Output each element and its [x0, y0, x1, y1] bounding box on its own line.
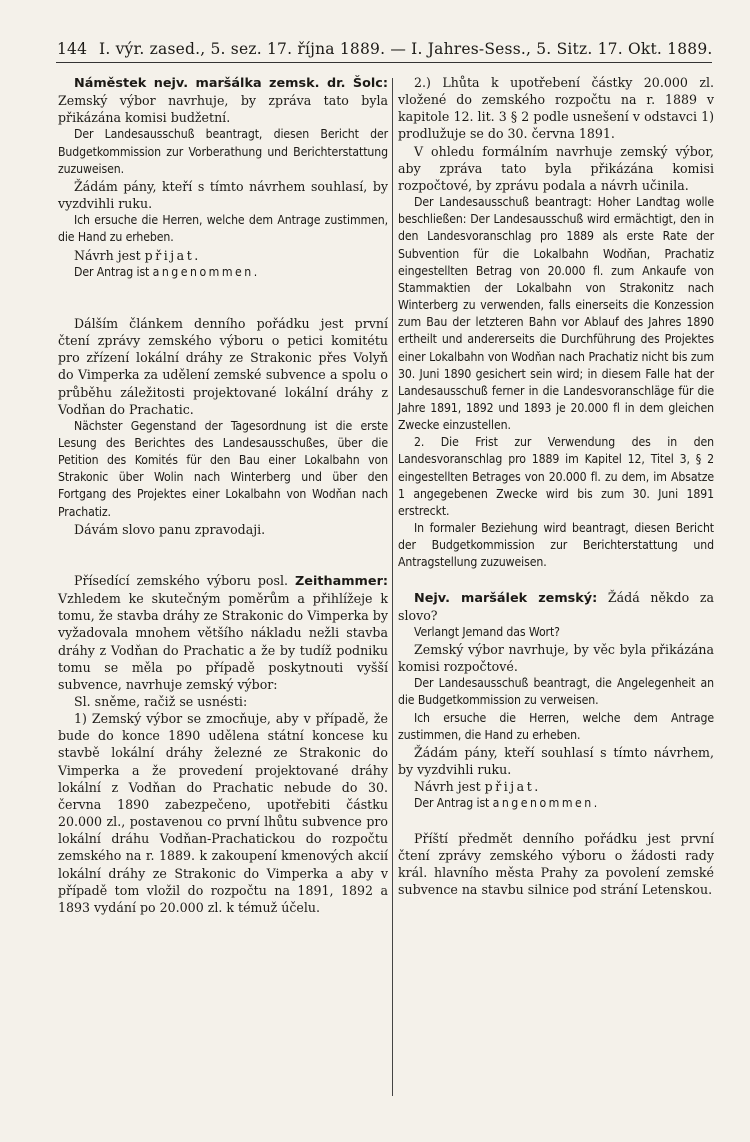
paragraph-german: Ich ersuche die Herren, welche dem Antrage zustimmen, die Hand zu erheben.	[58, 213, 388, 245]
paragraph-german: Ich ersuche die Herren, welche dem Antrage zustimmen, die Hand zu erheben.	[398, 710, 714, 742]
spaced-text: angenommen.	[152, 264, 260, 279]
right-column	[398, 74, 714, 898]
paragraph-german: Der Landesausschuß beantragt, diesen Bericht der Budgetkommission zur Vorberathung und Berichterstattung zuzuweisen.	[58, 127, 388, 176]
speaker-title: Přísedící zemského výboru posl.	[74, 572, 296, 588]
speech-text: Žádá někdo za slovo?	[398, 589, 714, 623]
speech-text: Zemský výbor navrhuje, by zpráva tato byla přikázána komisi budžetní.	[58, 93, 388, 126]
paragraph-german: Verlangt Jemand das Wort?	[414, 624, 560, 639]
paragraph-german	[58, 264, 388, 281]
spacer	[398, 572, 714, 589]
paragraph-german: Der Landesausschuß beantragt: Hoher Landtag wolle beschließen: Der Landesausschuß wird ermächtigt, den in den Landesvoranschlag pro 1889 als erste Rate der Subvention für die Lokalbahn Wodňan, Prachatiz eingestellten Betrag von 20.000 fl. zum Ankaufe von Stammaktien der Lokalbahn von Strakonitz nach Winterberg zu verwenden, falls einerseits die Konzession zum Bau der letzteren Bahn vor Ablauf des Jahres 1890 ertheilt und andererseits die Durchführung des Projektes einer Lokalbahn von Wodňan nach Prachatiz nicht bis zum 30. Juni 1890 gesichert sein wird; in diesem Falle hat der Landesausschuß ferner in die Landesvoranschläge für die Jahre 1891, 1892 und 1893 je 20.000 fl in dem gleichen Zwecke einzustellen.	[398, 195, 714, 433]
spaced-text: přijat.	[144, 247, 201, 263]
paragraph: 2.) Lhůta k upotřebení částky 20.000 zl. vložené do zemského rozpočtu na r. 1889 v kapitole 12. lit. 3 § 2 podle usnešení v odstavci 1) prodlužuje se do 30. června 1891.	[398, 75, 714, 142]
header-rule	[56, 62, 712, 63]
paragraph: Dálším článkem denního pořádku jest první čtení zprávy zemského výboru o petici komitétu pro zřízení lokální dráhy ze Strakonic přes Volyň do Vimperka za udělení zemské subvence a spolu o průběhu záležitosti projektované lokální dráhy z Vodňan do Prachatic.	[58, 315, 388, 417]
text: Návrh jest	[74, 247, 145, 263]
text: Der Antrag ist	[414, 796, 493, 811]
paragraph: 1) Zemský výbor se zmocňuje, aby v případě, že bude do konce 1890 udělena státní koncese ku stavbě lokální dráhy železné ze Strakonic do Vimperka a že provedení projektované dráhy lokální z Vodňan do Prachatic nebude do 30. června 1890 zabezpečeno, upotřebiti částku 20.000 zl., postavenou co první lhůtu subvence pro lokální dráhu Vodňan-Prachatickou do rozpočtu zemského na r. 1889. k zakoupení kmenových akcií lokální dráhy ze Strakonic do Vimperka a aby v případě tom vložil do rozpočtu na 1891, 1892 a 1893 vydání po 20.000 zl. k témuž účelu.	[58, 711, 388, 915]
paragraph-german: In formaler Beziehung wird beantragt, diesen Bericht der Budgetkommission zur Berichterstattung und Antragstellung zuzuweisen.	[398, 521, 714, 570]
paragraph: Sl. sněme, račiž se usnésti:	[74, 694, 248, 709]
column-divider	[392, 78, 393, 1096]
paragraph: Zemský výbor navrhuje, by věc byla přikázána komisi rozpočtové.	[398, 642, 714, 675]
spacer	[58, 281, 388, 298]
paragraph	[398, 778, 714, 795]
running-title: I. výr. zased., 5. sez. 17. října 1889. — I. Jahres-Sess., 5. Sitz. 17. Okt. 1889.	[99, 40, 713, 58]
paragraph	[398, 589, 714, 624]
paragraph-german	[398, 795, 714, 812]
spaced-text: přijat.	[484, 779, 541, 795]
spacer	[398, 813, 714, 830]
paragraph: V ohledu formálním navrhuje zemský výbor, aby zpráva tato byla přikázána komisi rozpočtové, by zprávu podala a návrh učinila.	[398, 143, 714, 193]
paragraph: Žádám pány, kteří souhlasí s tímto návrhem, by vyzdvihli ruku.	[398, 744, 714, 778]
paragraph	[58, 74, 388, 126]
paragraph	[58, 247, 388, 264]
spaced-text: angenommen.	[492, 796, 600, 811]
spacer	[58, 538, 388, 555]
speaker-name: Náměstek nejv. maršálka zemsk. dr. Šolc:	[74, 76, 388, 91]
speaker-name: Zeithammer:	[295, 573, 388, 589]
paragraph-german: 2. Die Frist zur Verwendung des in den Landesvoranschlag pro 1889 im Kapitel 12, Titel 3, § 2 eingestellten Betrages von 20.000 fl. zu dem, im Absatze 1 angegebenen Zwecke wird bis zum 30. Juni 1891 erstreckt.	[398, 435, 714, 518]
paragraph: Žádám pány, kteří s tímto návrhem souhlasí, by vyzdvihli ruku.	[58, 178, 388, 212]
paragraph-german: Nächster Gegenstand der Tagesordnung ist die erste Lesung des Berichtes des Landesausschußes, über die Petition des Komités für den Bau einer Lokalbahn von Strakonic über Wolin nach Winterberg und über den Fortgang des Projektes einer Lokalbahn von Wodňan nach Prachatiz.	[58, 418, 388, 519]
paragraph: Dávám slovo panu zpravodaji.	[74, 521, 266, 537]
left-column	[58, 74, 388, 916]
page-number: 144	[57, 40, 88, 58]
speaker-name: Nejv. maršálek zemský:	[414, 590, 598, 606]
paragraph-german: Der Landesausschuß beantragt, die Angelegenheit an die Budgetkommission zu verweisen.	[398, 676, 714, 708]
speech-text: Vzhledem ke skutečným poměrům a přihlížeje k tomu, že stavba dráhy ze Strakonic do Vimperka by vyžadovala mnohem většího nákladu nežli stavba dráhy z Vodňan do Prachatic a že by tudíž podniku tomu se měla po případě poskytnouti vyšší subvence, navrhuje zemský výbor:	[58, 591, 388, 692]
paragraph: Příští předmět denního pořádku jest první čtení zprávy zemského výboru o žádosti rady král. hlavního města Prahy za povolení zemské subvence na stavbu silnice pod strání Letenskou.	[398, 830, 714, 898]
running-header	[57, 40, 713, 62]
spacer	[58, 298, 388, 315]
paragraph	[58, 572, 388, 693]
text: Návrh jest	[414, 779, 485, 795]
spacer	[58, 555, 388, 572]
text: Der Antrag ist	[74, 264, 153, 279]
